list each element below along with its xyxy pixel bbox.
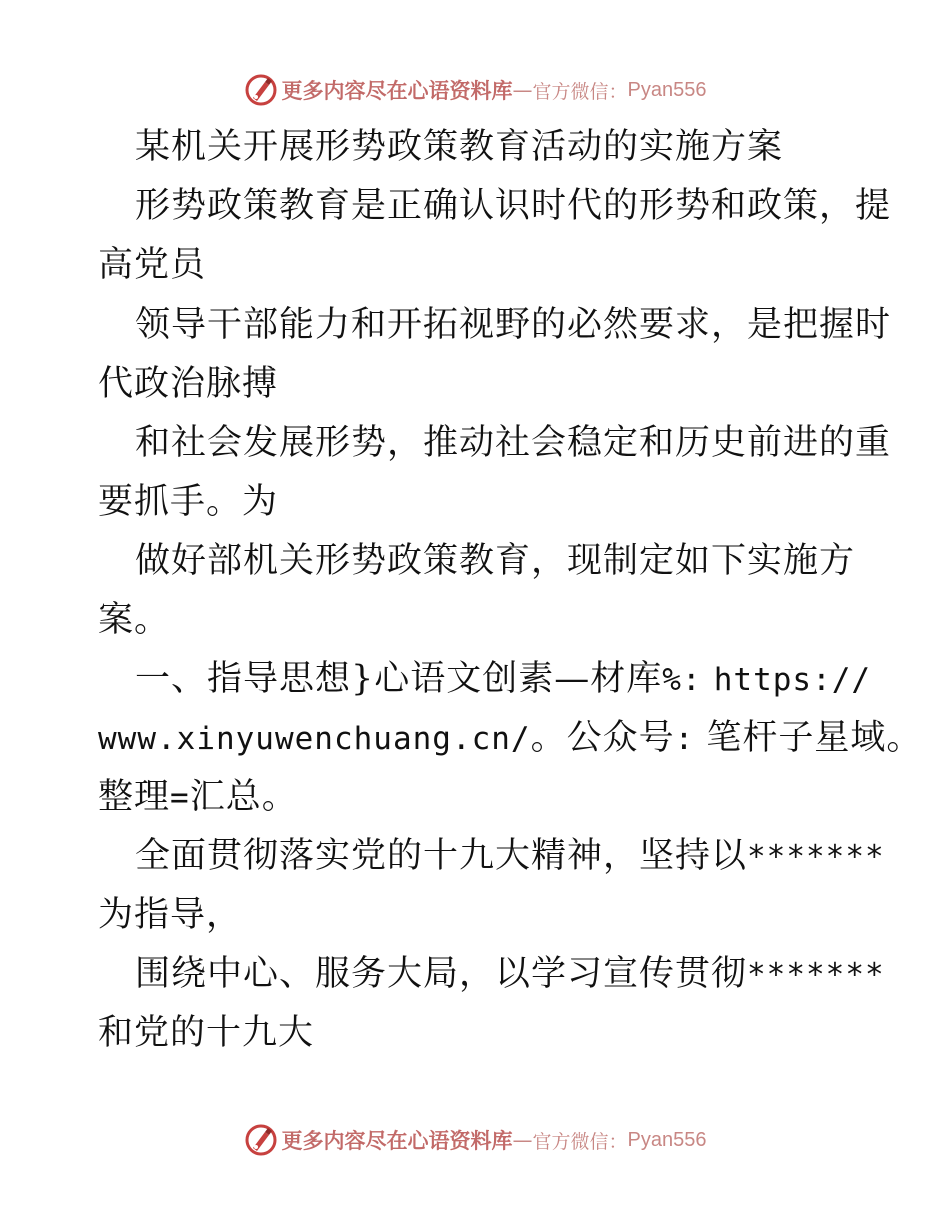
pen-logo-icon [244,73,278,107]
watermark-wechat-id: Pyan556 [627,1128,707,1151]
watermark-label: 官方微信： [532,80,628,103]
paragraph-line: 围绕中心、服务大局，以学习宣传贯彻******* [135,954,885,994]
paragraph-line: 形势政策教育是正确认识时代的形势和政策，提 [135,186,892,226]
paragraph-line: www.xinyuwenchuang.cn/。公众号: 笔杆子星域。 [98,718,923,758]
footer-watermark [0,1120,950,1160]
paragraph-line: 为指导， [98,895,243,935]
pen-logo-icon [244,1123,278,1157]
section-heading-guiding-thought: 一、指导思想}心语文创素—材库%: https:// [135,659,872,699]
watermark-separator: — [512,1128,533,1152]
paragraph-line: 要抓手。为 [98,482,279,522]
paragraph-line: 全面贯彻落实党的十九大精神，坚持以******* [135,836,885,876]
paragraph-line: 代政治脉搏 [98,364,279,404]
paragraph-line: 做好部机关形势政策教育，现制定如下实施方 [135,541,856,581]
header-watermark [0,70,950,110]
watermark-separator: — [512,78,533,102]
paragraph-line: 案。 [98,600,171,640]
paragraph-line: 和党的十九大 [98,1013,315,1053]
paragraph-line: 领导干部能力和开拓视野的必然要求，是把握时 [135,305,892,345]
watermark-wechat-id: Pyan556 [627,78,707,101]
document-title: 某机关开展形势政策教育活动的实施方案 [135,127,784,167]
paragraph-line: 高党员 [98,245,207,285]
watermark-brand: 更多内容尽在心语资料库 [281,78,513,103]
watermark-brand: 更多内容尽在心语资料库 [281,1128,513,1153]
paragraph-line: 整理=汇总。 [98,777,298,817]
watermark-label: 官方微信： [532,1130,628,1153]
paragraph-line: 和社会发展形势，推动社会稳定和历史前进的重 [135,423,892,463]
